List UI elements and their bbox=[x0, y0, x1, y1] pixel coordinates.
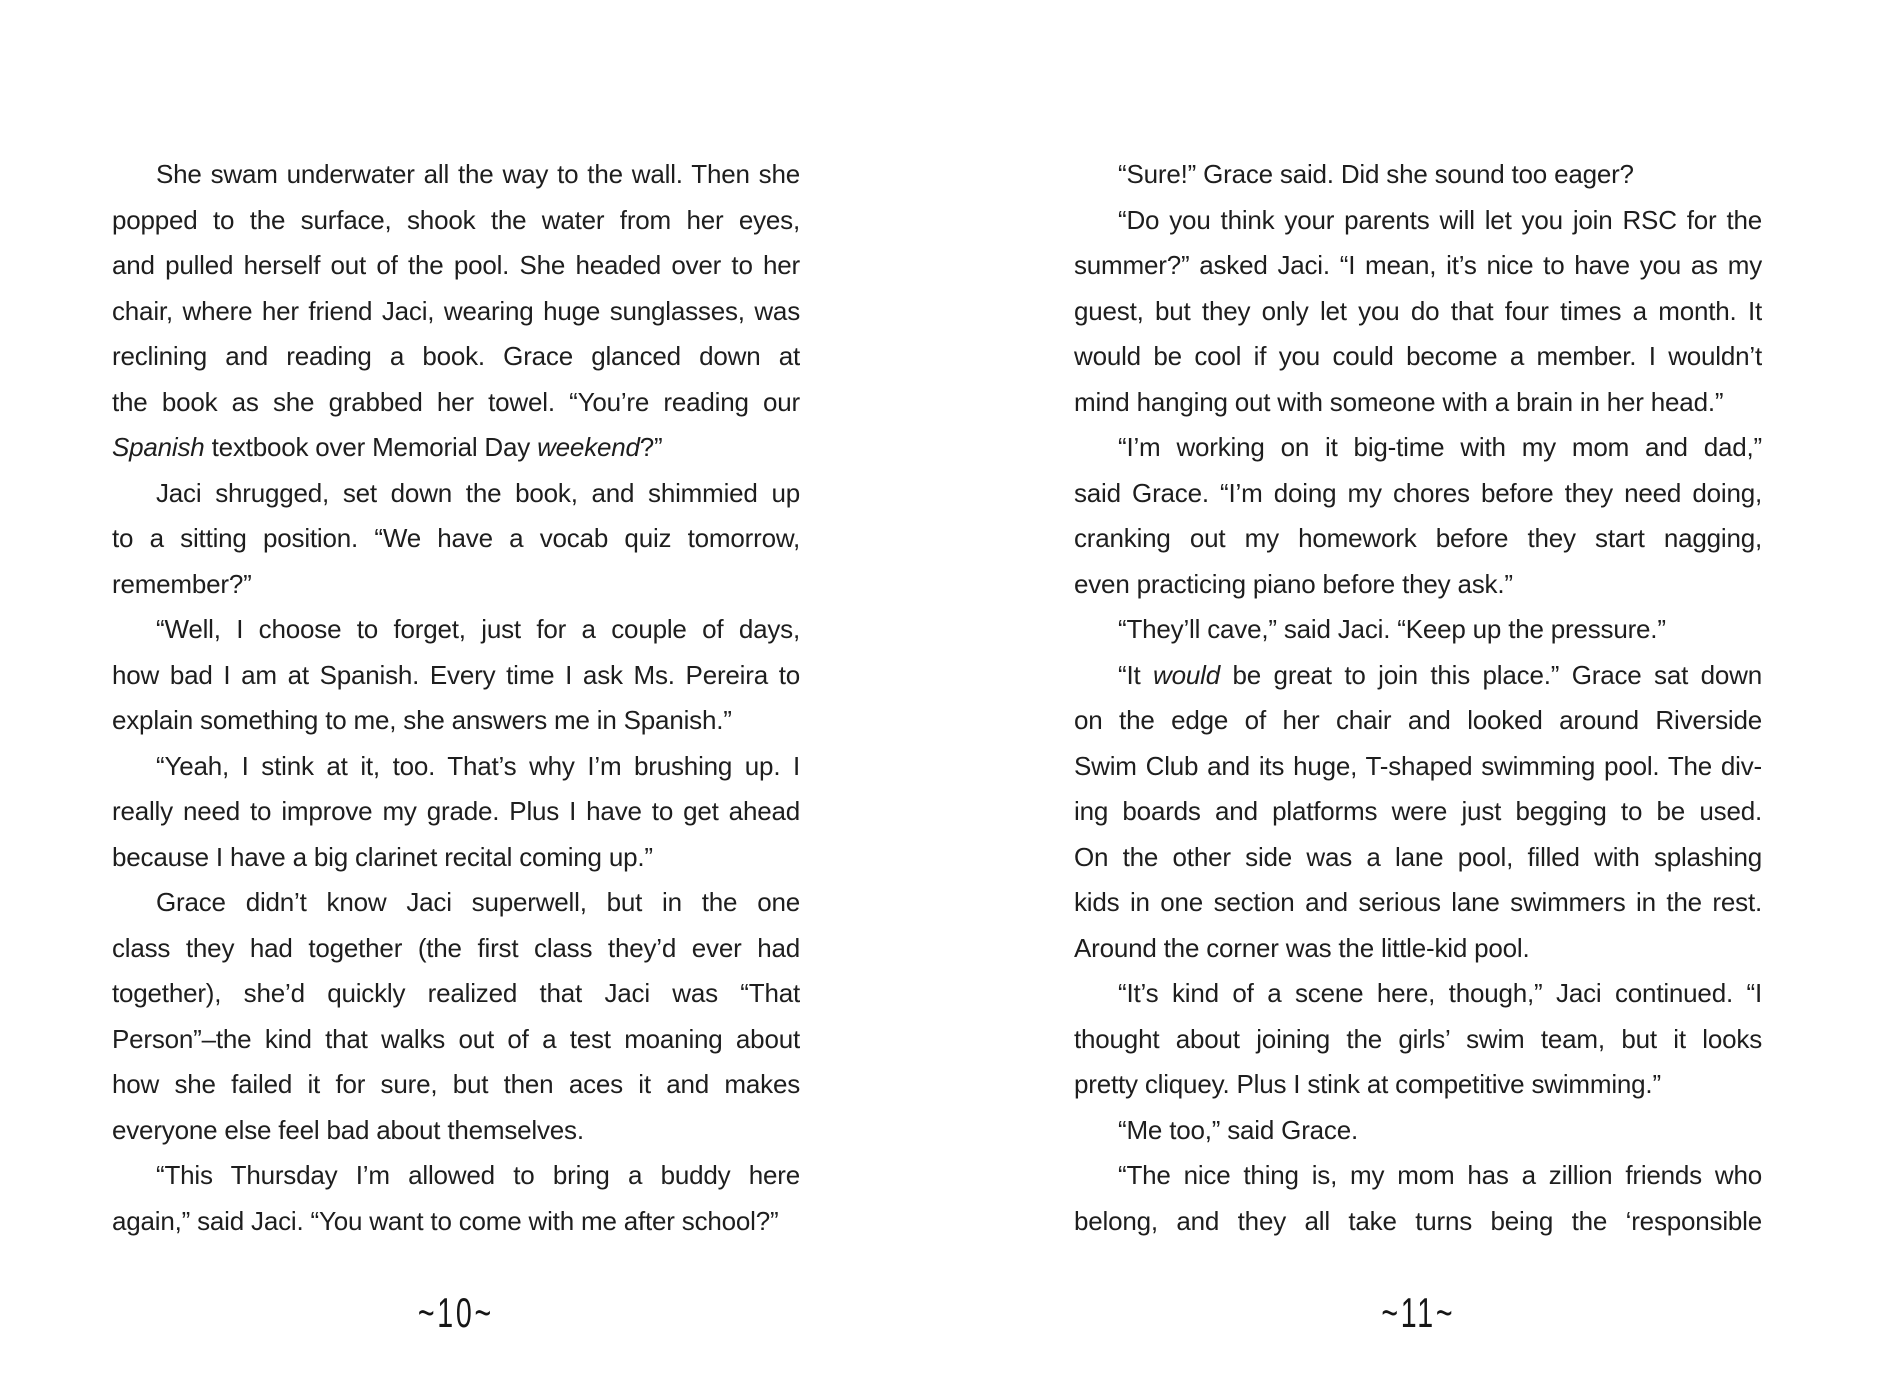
page-right-body bbox=[1074, 152, 1762, 1244]
text-line: pretty cliquey. Plus I stink at competitive swimming.” bbox=[1074, 1069, 1661, 1099]
text-line: even practicing piano before they ask.” bbox=[1074, 568, 1513, 599]
text-line: cranking out my homework before they start nagging, bbox=[1074, 523, 1762, 553]
text-line: thought about joining the girls’ swim team, but it looks bbox=[1074, 1023, 1762, 1054]
text-line: mind hanging out with someone with a brain in her head.” bbox=[1074, 386, 1724, 417]
text-line: guest, but they only let you do that four times a month. It bbox=[1074, 295, 1762, 326]
text-line: Jaci shrugged, set down the book, and shimmied up bbox=[156, 477, 800, 508]
text-line: “Sure!” Grace said. Did she sound too eager? bbox=[1118, 159, 1634, 189]
text-line: really need to improve my grade. Plus I have to get ahead bbox=[112, 796, 800, 826]
text-line: Around the corner was the little-kid pool. bbox=[1074, 932, 1530, 963]
text-line: again,” said Jaci. “You want to come with me after school?” bbox=[112, 1205, 779, 1236]
text-line: She swam underwater all the way to the wall. Then she bbox=[156, 159, 800, 189]
text-line: “I’m working on it big-time with my mom and dad,” bbox=[1118, 432, 1762, 462]
text-line: popped to the surface, shook the water from her eyes, bbox=[112, 204, 800, 235]
text-line: “Do you think your parents will let you join RSC for the bbox=[1118, 204, 1762, 235]
text-line: summer?” asked Jaci. “I mean, it’s nice to have you as my bbox=[1074, 250, 1762, 280]
text-line: remember?” bbox=[112, 568, 252, 599]
text-line: everyone else feel bad about themselves. bbox=[112, 1114, 584, 1145]
text-line: Spanish textbook over Memorial Day weekend?” bbox=[112, 432, 663, 462]
page-left-body bbox=[112, 152, 800, 1244]
text-line: “Well, I choose to forget, just for a couple of days, bbox=[156, 614, 800, 644]
text-line: On the other side was a lane pool, filled with splashing bbox=[1074, 841, 1762, 872]
text-line: Person”–the kind that walks out of a test moaning about bbox=[112, 1023, 800, 1054]
text-line: and pulled herself out of the pool. She headed over to her bbox=[112, 250, 800, 280]
text-line: “They’ll cave,” said Jaci. “Keep up the pressure.” bbox=[1118, 614, 1666, 644]
text-line: on the edge of her chair and looked around Riverside bbox=[1074, 705, 1762, 735]
text-line: ing boards and platforms were just begging to be used. bbox=[1074, 796, 1762, 826]
text-line: reclining and reading a book. Grace glanced down at bbox=[112, 341, 800, 371]
text-line: Swim Club and its huge, T-shaped swimming pool. The div- bbox=[1074, 750, 1762, 781]
text-line: “Me too,” said Grace. bbox=[1118, 1114, 1358, 1145]
text-line: “It’s kind of a scene here, though,” Jaci continued. “I bbox=[1118, 978, 1762, 1008]
text-line: class they had together (the first class they’d ever had bbox=[112, 932, 800, 963]
text-line: said Grace. “I’m doing my chores before they need doing, bbox=[1074, 477, 1762, 508]
text-line: “The nice thing is, my mom has a zillion friends who bbox=[1118, 1160, 1762, 1190]
text-line: belong, and they all take turns being the ‘responsible bbox=[1074, 1205, 1762, 1236]
text-line: the book as she grabbed her towel. “You’re reading our bbox=[112, 386, 800, 417]
text-line: “It would be great to join this place.” Grace sat down bbox=[1118, 659, 1762, 690]
page-right-number bbox=[1074, 1289, 1762, 1336]
page-left-number bbox=[112, 1289, 800, 1336]
text-line: how bad I am at Spanish. Every time I ask Ms. Pereira to bbox=[112, 659, 800, 690]
page-number-text: ~11~ bbox=[1381, 1289, 1455, 1336]
text-line: because I have a big clarinet recital coming up.” bbox=[112, 841, 653, 872]
text-line: chair, where her friend Jaci, wearing huge sunglasses, was bbox=[112, 295, 800, 326]
text-line: together), she’d quickly realized that Jaci was “That bbox=[112, 978, 800, 1008]
text-line: to a sitting position. “We have a vocab quiz tomorrow, bbox=[112, 523, 800, 553]
text-line: Grace didn’t know Jaci superwell, but in the one bbox=[156, 887, 800, 917]
text-line: “Yeah, I stink at it, too. That’s why I’m brushing up. I bbox=[156, 750, 800, 781]
text-line: kids in one section and serious lane swimmers in the rest. bbox=[1074, 887, 1762, 917]
text-line: how she failed it for sure, but then aces it and makes bbox=[112, 1069, 800, 1099]
text-line: would be cool if you could become a member. I wouldn’t bbox=[1074, 341, 1762, 371]
text-line: explain something to me, she answers me in Spanish.” bbox=[112, 705, 732, 735]
text-line: “This Thursday I’m allowed to bring a buddy here bbox=[156, 1160, 800, 1190]
page-number-text: ~10~ bbox=[417, 1289, 495, 1336]
